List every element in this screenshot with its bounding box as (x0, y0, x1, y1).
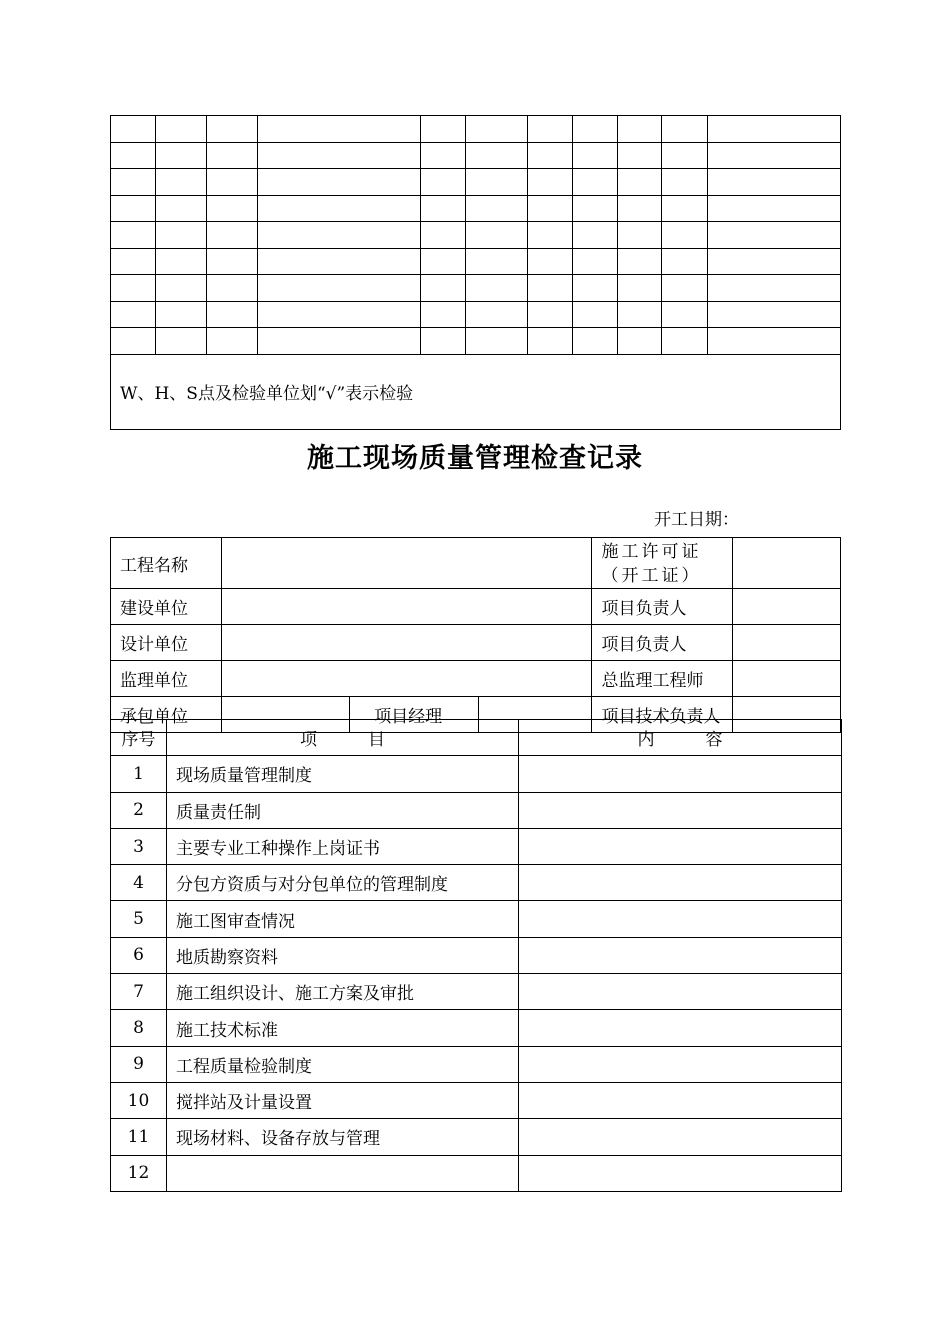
project-manager-label: 项目经理 (350, 697, 479, 733)
grid-cell[interactable] (156, 169, 207, 196)
grid-cell[interactable] (111, 275, 156, 302)
checklist-row-no: 1 (111, 756, 167, 792)
permit-label: 施工许可证（开工证） (592, 538, 732, 589)
grid-cell[interactable] (708, 328, 841, 355)
checklist-row-item: 现场质量管理制度 (167, 756, 519, 792)
info-row-designer (111, 625, 841, 661)
info-row-supervisor (111, 661, 841, 697)
checklist-row (111, 792, 842, 828)
checklist-row-no: 12 (111, 1155, 167, 1191)
checklist-row (111, 1046, 842, 1082)
start-date-label: 开工日期： (654, 510, 739, 530)
grid-cell[interactable] (708, 301, 841, 328)
grid-cell[interactable] (662, 328, 708, 355)
grid-cell[interactable] (258, 328, 421, 355)
checklist-row-no: 6 (111, 937, 167, 973)
grid-cell[interactable] (421, 222, 466, 249)
checklist-row-item: 质量责任制 (167, 792, 519, 828)
checklist-row-item: 主要专业工种操作上岗证书 (167, 828, 519, 864)
checklist-row (111, 1119, 842, 1155)
grid-cell[interactable] (156, 275, 207, 302)
grid-cell[interactable] (708, 116, 841, 143)
grid-cell[interactable] (528, 301, 573, 328)
info-row-project (111, 538, 841, 589)
builder-label: 建设单位 (111, 589, 222, 625)
grid-cell[interactable] (528, 248, 573, 275)
grid-cell[interactable] (662, 142, 708, 169)
checklist-row-no: 4 (111, 865, 167, 901)
grid-cell[interactable] (421, 116, 466, 143)
grid-cell[interactable] (111, 301, 156, 328)
grid-cell[interactable] (111, 169, 156, 196)
grid-cell[interactable] (573, 248, 618, 275)
grid-cell[interactable] (258, 142, 421, 169)
grid-cell[interactable] (258, 301, 421, 328)
checklist-row-no: 8 (111, 1010, 167, 1046)
grid-cell[interactable] (466, 248, 528, 275)
checklist-row-no: 10 (111, 1082, 167, 1118)
grid-cell[interactable] (708, 222, 841, 249)
grid-cell[interactable] (466, 328, 528, 355)
header-content: 内 容 (519, 720, 842, 756)
grid-cell[interactable] (156, 142, 207, 169)
grid-cell[interactable] (528, 328, 573, 355)
grid-cell[interactable] (421, 169, 466, 196)
checklist-row (111, 974, 842, 1010)
checklist-row-content[interactable] (519, 901, 842, 937)
grid-row (111, 248, 841, 275)
checklist-row-no: 3 (111, 828, 167, 864)
checklist-header-row (111, 720, 842, 756)
checklist-body (111, 756, 842, 1192)
grid-cell[interactable] (618, 248, 662, 275)
grid-cell[interactable] (618, 142, 662, 169)
grid-cell[interactable] (528, 169, 573, 196)
grid-cell[interactable] (207, 328, 258, 355)
checklist-row-item: 工程质量检验制度 (167, 1046, 519, 1082)
tech-manager-label: 项目技术负责人 (592, 697, 732, 733)
checklist-row (111, 901, 842, 937)
grid-cell[interactable] (662, 275, 708, 302)
supervisor-label: 监理单位 (111, 661, 222, 697)
grid-cell[interactable] (421, 301, 466, 328)
grid-cell[interactable] (111, 116, 156, 143)
checklist-row-item: 搅拌站及计量设置 (167, 1082, 519, 1118)
grid-cell[interactable] (258, 222, 421, 249)
grid-cell[interactable] (618, 301, 662, 328)
checklist-row-no: 7 (111, 974, 167, 1010)
project-name-label: 工程名称 (111, 538, 222, 589)
checklist-row-no: 5 (111, 901, 167, 937)
grid-cell[interactable] (258, 169, 421, 196)
grid-cell[interactable] (708, 195, 841, 222)
grid-cell[interactable] (421, 275, 466, 302)
grid-cell[interactable] (573, 142, 618, 169)
checklist-row-content[interactable] (519, 1082, 842, 1118)
grid-row (111, 328, 841, 355)
grid-row (111, 169, 841, 196)
grid-cell[interactable] (207, 275, 258, 302)
grid-cell[interactable] (258, 248, 421, 275)
grid-cell[interactable] (207, 116, 258, 143)
checklist-row-content[interactable] (519, 1119, 842, 1155)
checklist-row-no: 9 (111, 1046, 167, 1082)
grid-cell[interactable] (258, 116, 421, 143)
checklist-row-no: 2 (111, 792, 167, 828)
grid-cell[interactable] (528, 142, 573, 169)
grid-cell[interactable] (662, 195, 708, 222)
checklist-row-content[interactable] (519, 1155, 842, 1191)
designer-manager-value[interactable] (732, 625, 840, 661)
designer-manager-label: 项目负责人 (592, 625, 732, 661)
checklist-row (111, 865, 842, 901)
checklist-row-content[interactable] (519, 865, 842, 901)
inspection-note: W、H、S点及检验单位划“√”表示检验 (111, 354, 841, 429)
builder-manager-label: 项目负责人 (592, 589, 732, 625)
grid-row (111, 195, 841, 222)
checklist-row-content[interactable] (519, 1010, 842, 1046)
grid-row (111, 116, 841, 143)
checklist-row-item (167, 1155, 519, 1191)
header-item: 项 目 (167, 720, 519, 756)
grid-cell[interactable] (466, 275, 528, 302)
info-row-builder (111, 589, 841, 625)
grid-cell[interactable] (618, 116, 662, 143)
inspection-grid-body (111, 116, 841, 355)
checklist-row-item: 地质勘察资料 (167, 937, 519, 973)
grid-cell[interactable] (466, 301, 528, 328)
grid-cell[interactable] (466, 116, 528, 143)
grid-cell[interactable] (528, 116, 573, 143)
checklist-row (111, 1082, 842, 1118)
grid-cell[interactable] (466, 169, 528, 196)
grid-cell[interactable] (207, 248, 258, 275)
project-info-table (110, 537, 841, 733)
designer-label: 设计单位 (111, 625, 222, 661)
checklist-row-content[interactable] (519, 1046, 842, 1082)
checklist-row-content[interactable] (519, 974, 842, 1010)
grid-cell[interactable] (618, 222, 662, 249)
grid-cell[interactable] (207, 195, 258, 222)
chief-supervisor-label: 总监理工程师 (592, 661, 732, 697)
checklist-row-no: 11 (111, 1119, 167, 1155)
grid-cell[interactable] (708, 248, 841, 275)
contractor-label: 承包单位 (111, 697, 222, 733)
grid-cell[interactable] (156, 328, 207, 355)
supervisor-value[interactable] (222, 661, 592, 697)
form-title: 施工现场质量管理检查记录 (307, 443, 643, 474)
grid-cell[interactable] (156, 301, 207, 328)
grid-cell[interactable] (156, 222, 207, 249)
checklist-row-item: 现场材料、设备存放与管理 (167, 1119, 519, 1155)
grid-row (111, 275, 841, 302)
grid-cell[interactable] (421, 248, 466, 275)
grid-cell[interactable] (618, 275, 662, 302)
grid-cell[interactable] (573, 195, 618, 222)
checklist-row (111, 1155, 842, 1191)
builder-manager-value[interactable] (732, 589, 840, 625)
grid-cell[interactable] (258, 195, 421, 222)
grid-cell[interactable] (528, 222, 573, 249)
grid-cell[interactable] (156, 116, 207, 143)
grid-cell[interactable] (111, 328, 156, 355)
permit-value[interactable] (732, 538, 840, 589)
project-name-value[interactable] (222, 538, 592, 589)
grid-cell[interactable] (528, 195, 573, 222)
grid-row (111, 301, 841, 328)
grid-cell[interactable] (573, 222, 618, 249)
grid-cell[interactable] (662, 301, 708, 328)
inspection-note-row (111, 354, 841, 429)
grid-cell[interactable] (421, 195, 466, 222)
grid-cell[interactable] (708, 275, 841, 302)
checklist-row-item: 施工技术标准 (167, 1010, 519, 1046)
grid-cell[interactable] (708, 142, 841, 169)
grid-cell[interactable] (207, 222, 258, 249)
grid-cell[interactable] (708, 169, 841, 196)
grid-row (111, 142, 841, 169)
checklist-row (111, 756, 842, 792)
chief-supervisor-value[interactable] (732, 661, 840, 697)
grid-cell[interactable] (662, 222, 708, 249)
grid-cell[interactable] (573, 116, 618, 143)
grid-cell[interactable] (421, 328, 466, 355)
grid-cell[interactable] (573, 275, 618, 302)
checklist-row-item: 分包方资质与对分包单位的管理制度 (167, 865, 519, 901)
grid-cell[interactable] (662, 169, 708, 196)
grid-cell[interactable] (662, 248, 708, 275)
inspection-grid-table (110, 115, 841, 430)
header-no: 序号 (111, 720, 167, 756)
grid-cell[interactable] (111, 195, 156, 222)
checklist-row (111, 828, 842, 864)
grid-cell[interactable] (156, 195, 207, 222)
grid-cell[interactable] (573, 169, 618, 196)
grid-cell[interactable] (466, 222, 528, 249)
grid-cell[interactable] (618, 195, 662, 222)
grid-cell[interactable] (421, 142, 466, 169)
grid-cell[interactable] (207, 169, 258, 196)
checklist-row-content[interactable] (519, 792, 842, 828)
builder-value[interactable] (222, 589, 592, 625)
checklist-row-content[interactable] (519, 937, 842, 973)
grid-cell[interactable] (111, 142, 156, 169)
checklist-table (110, 719, 842, 1192)
grid-cell[interactable] (662, 116, 708, 143)
grid-cell[interactable] (111, 222, 156, 249)
grid-cell[interactable] (207, 142, 258, 169)
grid-row (111, 222, 841, 249)
grid-cell[interactable] (528, 275, 573, 302)
checklist-row-content[interactable] (519, 756, 842, 792)
checklist-row-content[interactable] (519, 828, 842, 864)
checklist-row-item: 施工图审查情况 (167, 901, 519, 937)
grid-cell[interactable] (618, 328, 662, 355)
grid-cell[interactable] (207, 301, 258, 328)
checklist-row (111, 937, 842, 973)
checklist-row (111, 1010, 842, 1046)
grid-cell[interactable] (466, 142, 528, 169)
grid-cell[interactable] (156, 248, 207, 275)
grid-cell[interactable] (573, 301, 618, 328)
grid-cell[interactable] (258, 275, 421, 302)
checklist-row-item: 施工组织设计、施工方案及审批 (167, 974, 519, 1010)
grid-cell[interactable] (111, 248, 156, 275)
grid-cell[interactable] (573, 328, 618, 355)
designer-value[interactable] (222, 625, 592, 661)
grid-cell[interactable] (466, 195, 528, 222)
grid-cell[interactable] (618, 169, 662, 196)
